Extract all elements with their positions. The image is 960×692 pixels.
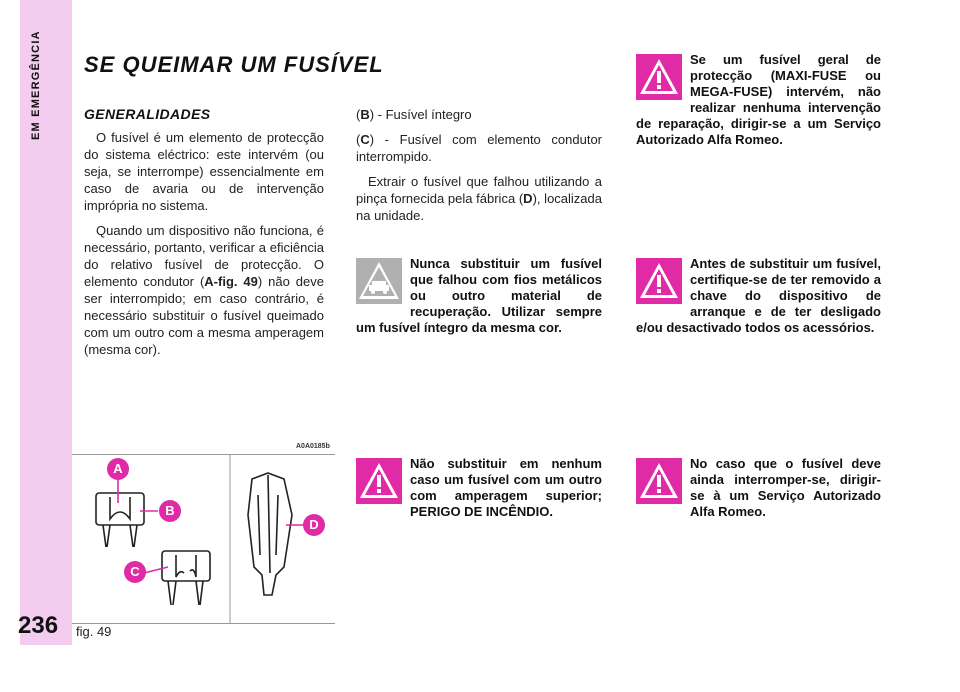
- warning-triangle-icon: [636, 258, 682, 304]
- text-run: ), localizada na unidade.: [356, 191, 602, 223]
- warning-text: Nunca substituir um fusível que falhou com fios metálicos ou outro material de recuperação. Utilizar sempre um fusível íntegro da mesma cor.: [356, 256, 602, 335]
- paragraph-fuse-b: [356, 106, 602, 123]
- warning-text: Se um fusível geral de protecção (MAXI-FUSE ou MEGA-FUSE) intervém, não realizar nenhuma intervenção de reparação, dirigir-se a um Serviço Autorizado Alfa Romeo.: [636, 52, 881, 147]
- paragraph-intro: O fusível é um elemento de protecção do sistema eléctrico: este intervém (ou seja, se interrompe) essencialmente em caso de avaria ou de intervenção imprópria no sistema.: [84, 130, 324, 213]
- warning-triangle-icon: [356, 458, 402, 504]
- text-run: (: [356, 132, 361, 147]
- warning-no-metal-wires: [356, 256, 602, 336]
- intact-fuse: [96, 493, 144, 547]
- callout-d: D: [303, 514, 325, 536]
- warning-triangle-icon: [636, 458, 682, 504]
- text-run: ) - Fusível com elemento condutor interrompido.: [356, 132, 602, 164]
- warning-text: Antes de substituir um fusível, certifique-se de ter removido a chave do dispositivo de arranque e de ter desligado e/ou desactivado todos os acessórios.: [636, 256, 881, 335]
- warning-text: No caso que o fusível deve ainda interromper-se, dirigir-se à um Serviço Autorizado Alfa Romeo.: [690, 456, 881, 519]
- warning-text: Não substituir em nenhum caso um fusível com um outro com amperagem superior; PERIGO DE INCÊNDIO.: [410, 456, 602, 519]
- key-label: D: [523, 191, 533, 206]
- key-label: C: [360, 132, 370, 147]
- paragraph-extract: [356, 173, 602, 224]
- blown-fuse: [162, 551, 210, 605]
- text-run: ) - Fusível íntegro: [369, 107, 472, 122]
- key-label: B: [360, 107, 370, 122]
- warning-fire-danger: [356, 456, 602, 520]
- callout-a: A: [107, 458, 129, 480]
- warning-triangle-icon: [636, 54, 682, 100]
- figure-code: A0A0185b: [296, 443, 330, 450]
- column-generalidades: [84, 106, 324, 366]
- paragraph-fuse-c: [356, 131, 602, 165]
- fuse-drawing: [72, 455, 335, 623]
- paragraph-check: [84, 222, 324, 358]
- warning-repeat-fail: [636, 456, 881, 520]
- warning-maxi-fuse: [636, 52, 881, 148]
- fuse-puller: [248, 473, 292, 595]
- callout-b: B: [159, 500, 181, 522]
- text-run: Quando um dispositivo não funciona, é necessário, portanto, verificar a eficiência do relativo fusível de protecção. O elemento condutor (: [84, 223, 324, 289]
- callout-c: C: [124, 561, 146, 583]
- fuse-illustration: [72, 454, 335, 624]
- warning-remove-key: [636, 256, 881, 336]
- section-label: EM EMERGÊNCIA: [30, 30, 42, 140]
- section-heading: GENERALIDADES: [84, 106, 211, 122]
- figure-reference: A-fig. 49: [204, 274, 258, 289]
- text-run: Extrair o fusível que falhou utilizando a pinça fornecida pela fábrica (: [356, 174, 602, 206]
- page-title: SE QUEIMAR UM FUSÍVEL: [84, 52, 384, 77]
- column-fuse-description: [356, 106, 602, 232]
- page-number: 236: [18, 612, 59, 639]
- car-warning-icon: [356, 258, 402, 304]
- text-run: (: [356, 107, 361, 122]
- figure-caption: fig. 49: [76, 624, 112, 639]
- text-run: ) não deve ser interrompido; em caso contrário, é necessário substituir o fusível queimado com um outro com a mesma amperagem (mesma cor).: [84, 274, 324, 357]
